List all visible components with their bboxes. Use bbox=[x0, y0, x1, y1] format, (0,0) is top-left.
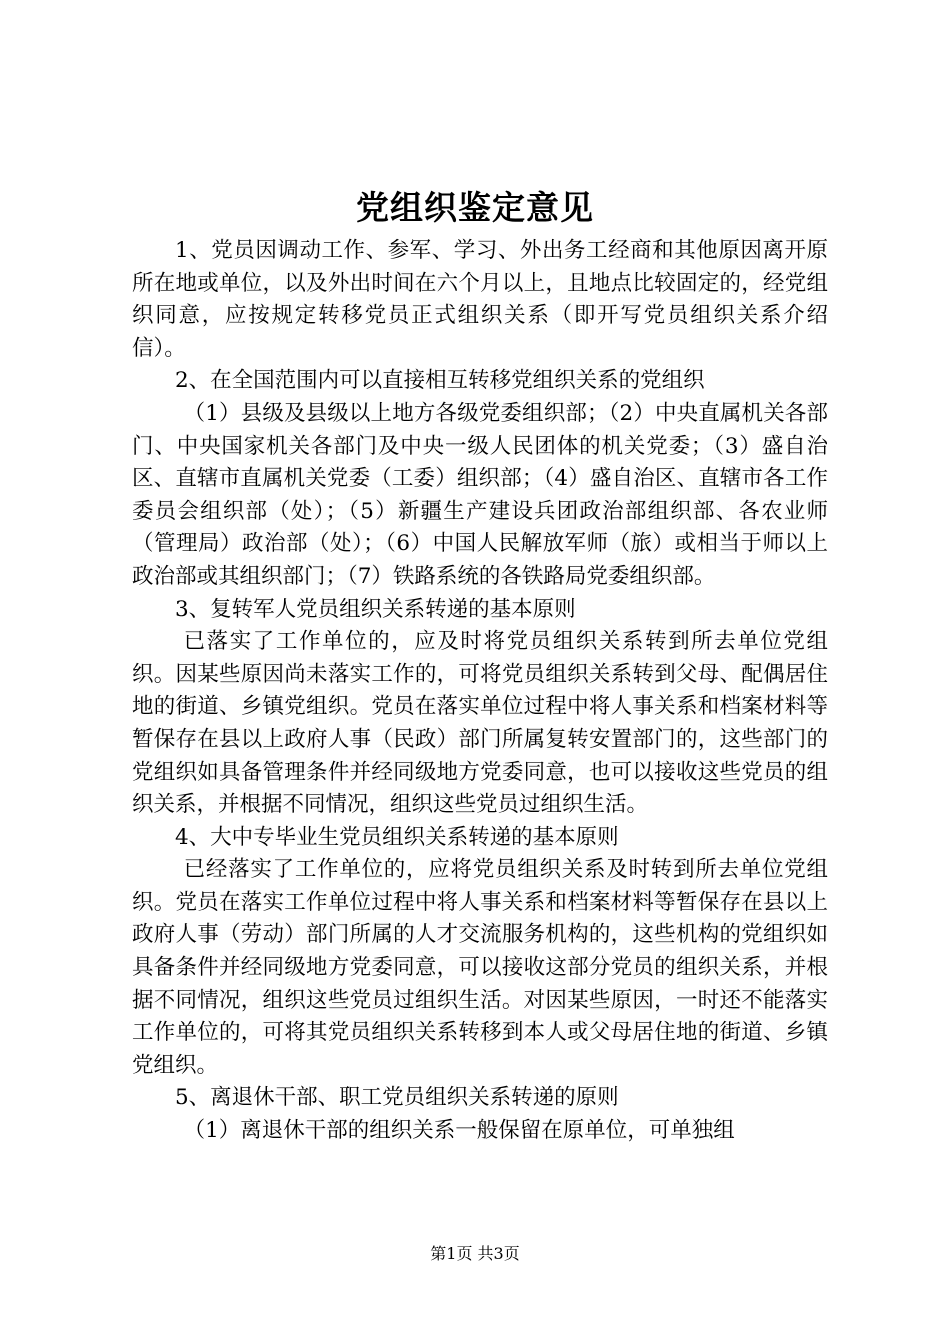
document-title: 党组织鉴定意见 bbox=[356, 188, 594, 227]
paragraph-4-heading: 4、大中专毕业生党员组织关系转递的基本原则 bbox=[175, 824, 619, 850]
page-footer: 第1页 共3页 bbox=[430, 1244, 520, 1263]
paragraph-3-body: 已落实了工作单位的，应及时将党员组织关系转到所去单位党组织。因某些原因尚未落实工作的，可将党员组织关系转到父母、配偶居住地的街道、乡镇党组织。党员在落实单位过程中将人事关系和档案材料等暂保存在县以上政府人事（民政）部门所属复转安置部门的，这些部门的党组织如具备管理条件并经同级地方党委同意，也可以接收这些党员的组织关系，并根据不同情况，组织这些党员过组织生活。 bbox=[132, 629, 828, 818]
paragraph-2-list: （1）县级及县级以上地方各级党委组织部；（2）中央直属机关各部门、中央国家机关各部门及中央一级人民团体的机关党委；（3）盛自治区、直辖市直属机关党委（工委）组织部；（4）盛自治区、直辖市各工作委员会组织部（处）；（5）新疆生产建设兵团政治部组织部、各农业师（管理局）政治部（处）；（6）中国人民解放军师（旅）或相当于师以上政治部或其组织部门；（7）铁路系统的各铁路局党委组织部。 bbox=[132, 400, 828, 589]
paragraph-5-body: （1）离退休干部的组织关系一般保留在原单位，可单独组 bbox=[183, 1118, 735, 1144]
document-body bbox=[132, 235, 828, 1148]
paragraph-5-heading: 5、离退休干部、职工党员组织关系转递的原则 bbox=[175, 1085, 619, 1111]
paragraph-4-body: 已经落实了工作单位的，应将党员组织关系及时转到所去单位党组织。党员在落实工作单位过程中将人事关系和档案材料等暂保存在县以上政府人事（劳动）部门所属的人才交流服务机构的，这些机构的党组织如具备条件并经同级地方党委同意，可以接收这部分党员的组织关系，并根据不同情况，组织这些党员过组织生活。对因某些原因，一时还不能落实工作单位的，可将其党员组织关系转移到本人或父母居住地的街道、乡镇党组织。 bbox=[132, 857, 828, 1078]
paragraph-3-heading: 3、复转军人党员组织关系转递的基本原则 bbox=[175, 596, 576, 622]
paragraph-1: 1、党员因调动工作、参军、学习、外出务工经商和其他原因离开原所在地或单位，以及外出时间在六个月以上，且地点比较固定的，经党组织同意，应按规定转移党员正式组织关系（即开写党员组织关系介绍信）。 bbox=[132, 238, 828, 361]
paragraph-2-heading: 2、在全国范围内可以直接相互转移党组织关系的党组织 bbox=[175, 368, 705, 394]
